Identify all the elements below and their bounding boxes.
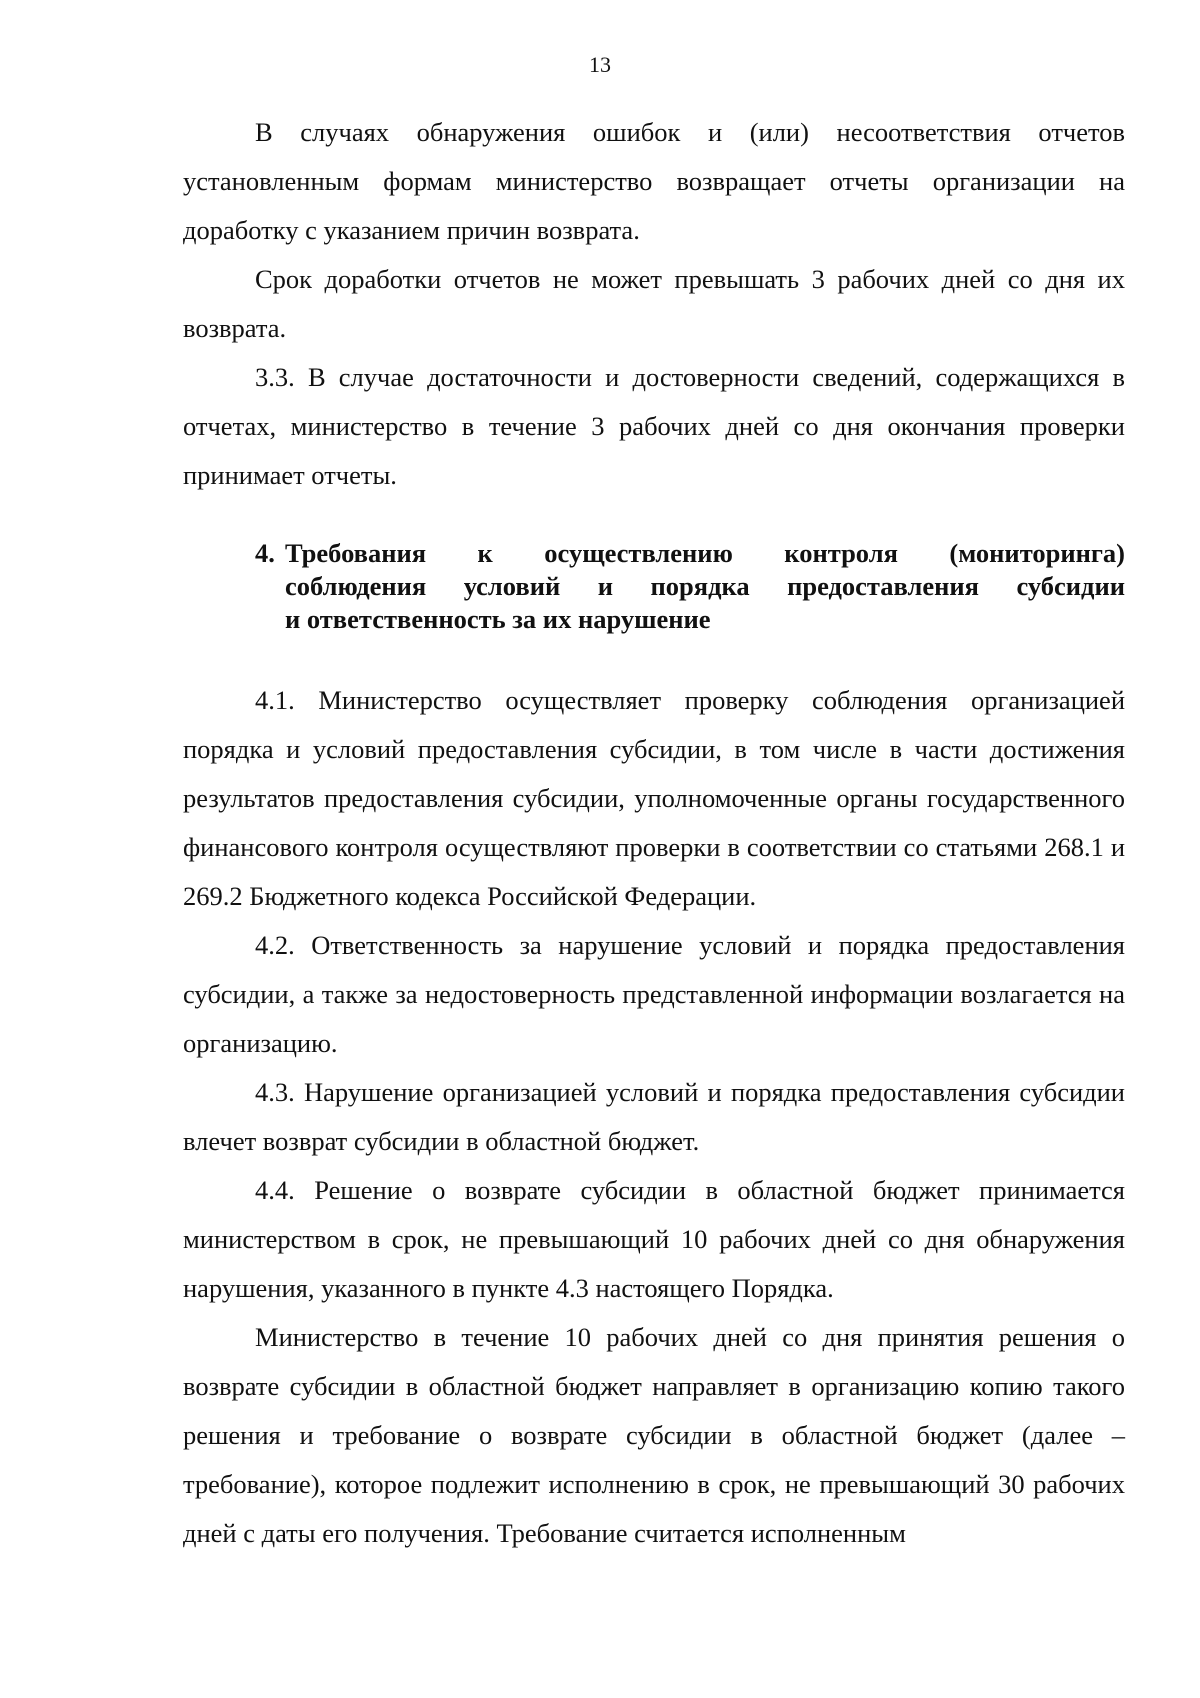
paragraph-3-3: 3.3. В случае достаточности и достоверности сведений, содержащихся в отчетах, министерство в течение 3 рабочих дней со дня окончания проверки принимает отчеты. [183,362,1125,490]
section-heading-title [285,537,1125,636]
paragraph-errors-return: В случаях обнаружения ошибок и (или) несоответствия отчетов установленным формам министерство возвращает отчеты организации на доработку с указанием причин возврата. [183,117,1125,245]
paragraph-4-1: 4.1. Министерство осуществляет проверку соблюдения организацией порядка и условий предоставления субсидии, в том числе в части достижения результатов предоставления субсидии, уполномоченные органы государственного финансового контроля осуществляют проверки в соответствии со статьями 268.1 и 269.2 Бюджетного кодекса Российской Федерации. [183,685,1125,911]
paragraph-4-3: 4.3. Нарушение организацией условий и порядка предоставления субсидии влечет возврат субсидии в областной бюджет. [183,1077,1125,1156]
paragraph-4-4: 4.4. Решение о возврате субсидии в областной бюджет принимается министерством в срок, не превышающий 10 рабочих дней со дня обнаружения нарушения, указанного в пункте 4.3 настоящего Порядка. [183,1175,1125,1303]
section-heading-number: 4. [255,538,275,568]
section-heading-line: Требования к осуществлению контроля (мониторинга) [285,538,1125,568]
section-heading-line: и ответственность за их нарушение [285,604,711,634]
paragraph-requirement: Министерство в течение 10 рабочих дней со дня принятия решения о возврате субсидии в областной бюджет направляет в организацию копию такого решения и требование о возврате субсидии в областной бюджет (далее – требование), которое подлежит исполнению в срок, не превышающий 30 рабочих дней с даты его получения. Требование считается исполненным [183,1322,1125,1548]
paragraph-4-2: 4.2. Ответственность за нарушение условий и порядка предоставления субсидии, а также за недостоверность представленной информации возлагается на организацию. [183,930,1125,1058]
paragraph-revision-deadline: Срок доработки отчетов не может превышать 3 рабочих дней со дня их возврата. [183,264,1125,343]
section-heading-line: соблюдения условий и порядка предоставления субсидии [285,571,1125,601]
document-body [183,108,1125,1558]
page-number: 13 [589,52,611,77]
section-heading-4 [183,537,1125,636]
